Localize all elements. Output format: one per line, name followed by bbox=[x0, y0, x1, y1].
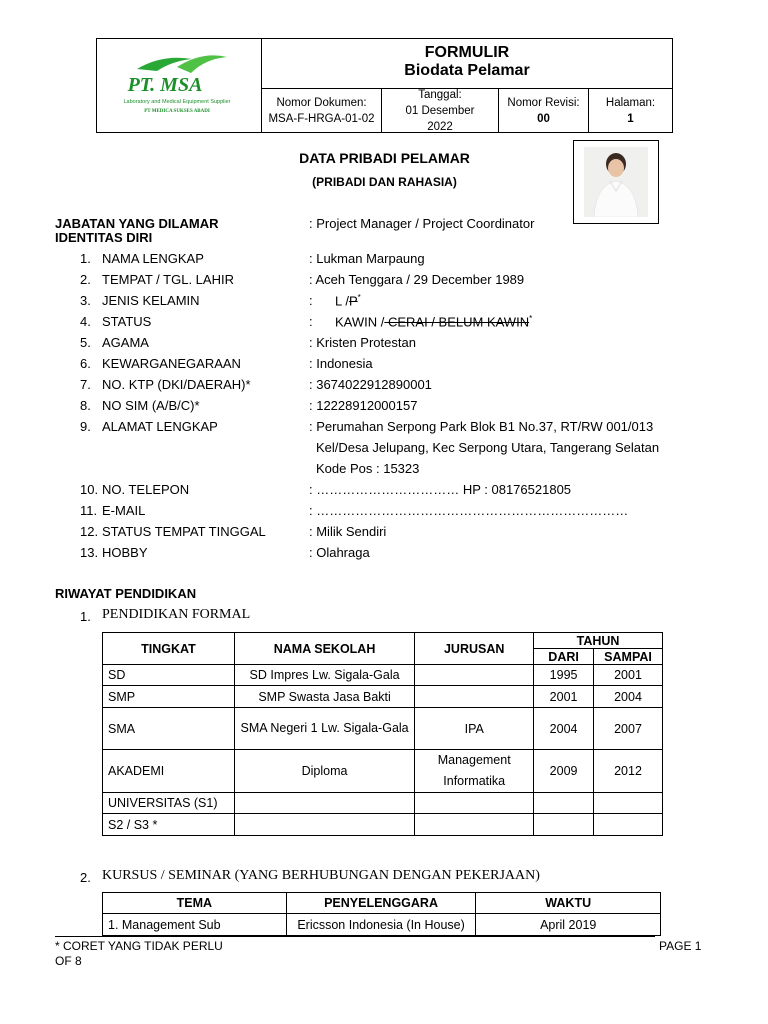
revision-label: Nomor Revisi: bbox=[507, 96, 580, 109]
table-row: 1. Management Sub Ericsson Indonesia (In House) April 2019 bbox=[103, 914, 661, 936]
list-item-no: 9. bbox=[80, 419, 91, 434]
section-title: DATA PRIBADI PELAMAR bbox=[299, 150, 470, 166]
logo-cell bbox=[97, 39, 262, 132]
gender-options: L /P* bbox=[335, 293, 361, 309]
kursus-title: KURSUS / SEMINAR (YANG BERHUBUNGAN DENGAN PEKERJAAN) bbox=[102, 868, 540, 883]
logo-tagline: Laboratory and Medical Equipment Supplier bbox=[123, 99, 231, 105]
list-item-label: TEMPAT / TGL. LAHIR bbox=[102, 272, 234, 287]
footer-of: OF 8 bbox=[55, 954, 82, 968]
header-waktu: WAKTU bbox=[476, 893, 661, 914]
list-item-label: KEWARGANEGARAAN bbox=[102, 356, 241, 371]
list-item-value: : …………………………… HP : 08176521805 bbox=[309, 482, 572, 497]
footer-divider bbox=[55, 936, 655, 937]
document-header bbox=[96, 38, 673, 133]
list-item-value: : bbox=[309, 314, 313, 329]
list-item-value: : bbox=[309, 293, 313, 308]
revision-value: 00 bbox=[537, 112, 550, 125]
doc-number-cell bbox=[262, 89, 382, 132]
table-row: SMP SMP Swasta Jasa Bakti 2001 2004 bbox=[103, 686, 663, 708]
list-item-no: 4. bbox=[80, 314, 91, 329]
list-item-value: : ……………………………………………………………… bbox=[309, 503, 629, 518]
jabatan-value: : Project Manager / Project Coordinator bbox=[309, 216, 535, 231]
header-dari: DARI bbox=[534, 649, 594, 665]
education-table bbox=[102, 632, 663, 836]
list-item-label: JENIS KELAMIN bbox=[102, 293, 200, 308]
footer-note: * CORET YANG TIDAK PERLU bbox=[55, 939, 223, 953]
address-line-2: Kel/Desa Jelupang, Kec Serpong Utara, Tangerang Selatan bbox=[316, 440, 660, 455]
date-value-2: 2022 bbox=[427, 120, 453, 133]
list-item-label: STATUS TEMPAT TINGGAL bbox=[102, 524, 266, 539]
doc-number-value: MSA-F-HRGA-01-02 bbox=[268, 112, 375, 125]
identitas-label: IDENTITAS DIRI bbox=[55, 230, 153, 245]
header-tingkat: TINGKAT bbox=[103, 633, 235, 665]
header-jurusan: JURUSAN bbox=[415, 633, 534, 665]
list-item-value: : Kristen Protestan bbox=[309, 335, 416, 350]
list-item-label: AGAMA bbox=[102, 335, 149, 350]
list-item-label: HOBBY bbox=[102, 545, 148, 560]
list-item-value: : Perumahan Serpong Park Blok B1 No.37, RT/RW 001/013 bbox=[309, 419, 654, 434]
list-item-value: : Indonesia bbox=[309, 356, 373, 371]
header-tahun: TAHUN bbox=[534, 633, 663, 649]
list-item-value: : Lukman Marpaung bbox=[309, 251, 425, 266]
page-label: Halaman: bbox=[605, 96, 656, 109]
list-item-no: 13. bbox=[80, 545, 99, 560]
list-item-value: : Milik Sendiri bbox=[309, 524, 387, 539]
date-cell bbox=[382, 89, 499, 132]
education-history-label: RIWAYAT PENDIDIKAN bbox=[55, 586, 197, 601]
list-item-no: 2. bbox=[80, 272, 91, 287]
section-subtitle: (PRIBADI DAN RAHASIA) bbox=[312, 175, 457, 189]
marital-status-options: KAWIN / CERAI / BELUM KAWIN* bbox=[335, 314, 533, 330]
list-item-no: 10. bbox=[80, 482, 99, 497]
form-subtitle: Biodata Pelamar bbox=[404, 62, 530, 79]
list-item-no: 5. bbox=[80, 335, 91, 350]
list-item-label: STATUS bbox=[102, 314, 152, 329]
list-item-label: NAMA LENGKAP bbox=[102, 251, 204, 266]
page-value: 1 bbox=[627, 112, 634, 125]
list-item-label: NO. TELEPON bbox=[102, 482, 190, 497]
revision-cell bbox=[499, 89, 589, 132]
address-line-3: Kode Pos : 15323 bbox=[316, 461, 420, 476]
list-item-value: : Aceh Tenggara / 29 December 1989 bbox=[309, 272, 525, 287]
list-item-label: E-MAIL bbox=[102, 503, 146, 518]
header-tema: TEMA bbox=[103, 893, 287, 914]
list-item-label: ALAMAT LENGKAP bbox=[102, 419, 218, 434]
date-label: Tanggal: bbox=[418, 88, 462, 101]
list-item-no: 6. bbox=[80, 356, 91, 371]
table-row: AKADEMI Diploma Management Informatika 2009 2012 bbox=[103, 750, 663, 793]
formal-no: 1. bbox=[80, 609, 91, 624]
logo-name: PT. MSA bbox=[127, 74, 203, 96]
company-logo bbox=[117, 49, 237, 121]
list-item-no: 1. bbox=[80, 251, 91, 266]
jabatan-label: JABATAN YANG DILAMAR bbox=[55, 216, 219, 231]
date-value-1: 01 Desember bbox=[405, 104, 475, 117]
header-sampai: SAMPAI bbox=[594, 649, 663, 665]
table-row: UNIVERSITAS (S1) bbox=[103, 793, 663, 814]
form-title: FORMULIR bbox=[424, 44, 510, 61]
list-item-value: : 12228912000157 bbox=[309, 398, 418, 413]
kursus-no: 2. bbox=[80, 870, 91, 885]
kursus-table bbox=[102, 892, 661, 936]
header-penyelenggara: PENYELENGGARA bbox=[286, 893, 476, 914]
header-nama-sekolah: NAMA SEKOLAH bbox=[234, 633, 414, 665]
list-item-no: 11. bbox=[80, 503, 98, 518]
list-item-value: : 3674022912890001 bbox=[309, 377, 432, 392]
table-row: SMA SMA Negeri 1 Lw. Sigala-Gala IPA 2004 2007 bbox=[103, 708, 663, 750]
page-cell bbox=[589, 89, 672, 132]
footer-page: PAGE 1 bbox=[659, 939, 702, 953]
logo-company: PT MEDICA SUKSES ABADI bbox=[144, 109, 210, 114]
list-item-no: 7. bbox=[80, 377, 91, 392]
table-row: S2 / S3 * bbox=[103, 814, 663, 836]
list-item-label: NO SIM (A/B/C)* bbox=[102, 398, 200, 413]
list-item-no: 12. bbox=[80, 524, 99, 539]
doc-number-label: Nomor Dokumen: bbox=[276, 96, 367, 109]
form-title-cell bbox=[262, 39, 672, 89]
list-item-no: 8. bbox=[80, 398, 91, 413]
list-item-label: NO. KTP (DKI/DAERAH)* bbox=[102, 377, 251, 392]
list-item-no: 3. bbox=[80, 293, 91, 308]
table-row: SD SD Impres Lw. Sigala-Gala 1995 2001 bbox=[103, 665, 663, 686]
formal-education-title: PENDIDIKAN FORMAL bbox=[102, 607, 251, 622]
list-item-value: : Olahraga bbox=[309, 545, 370, 560]
